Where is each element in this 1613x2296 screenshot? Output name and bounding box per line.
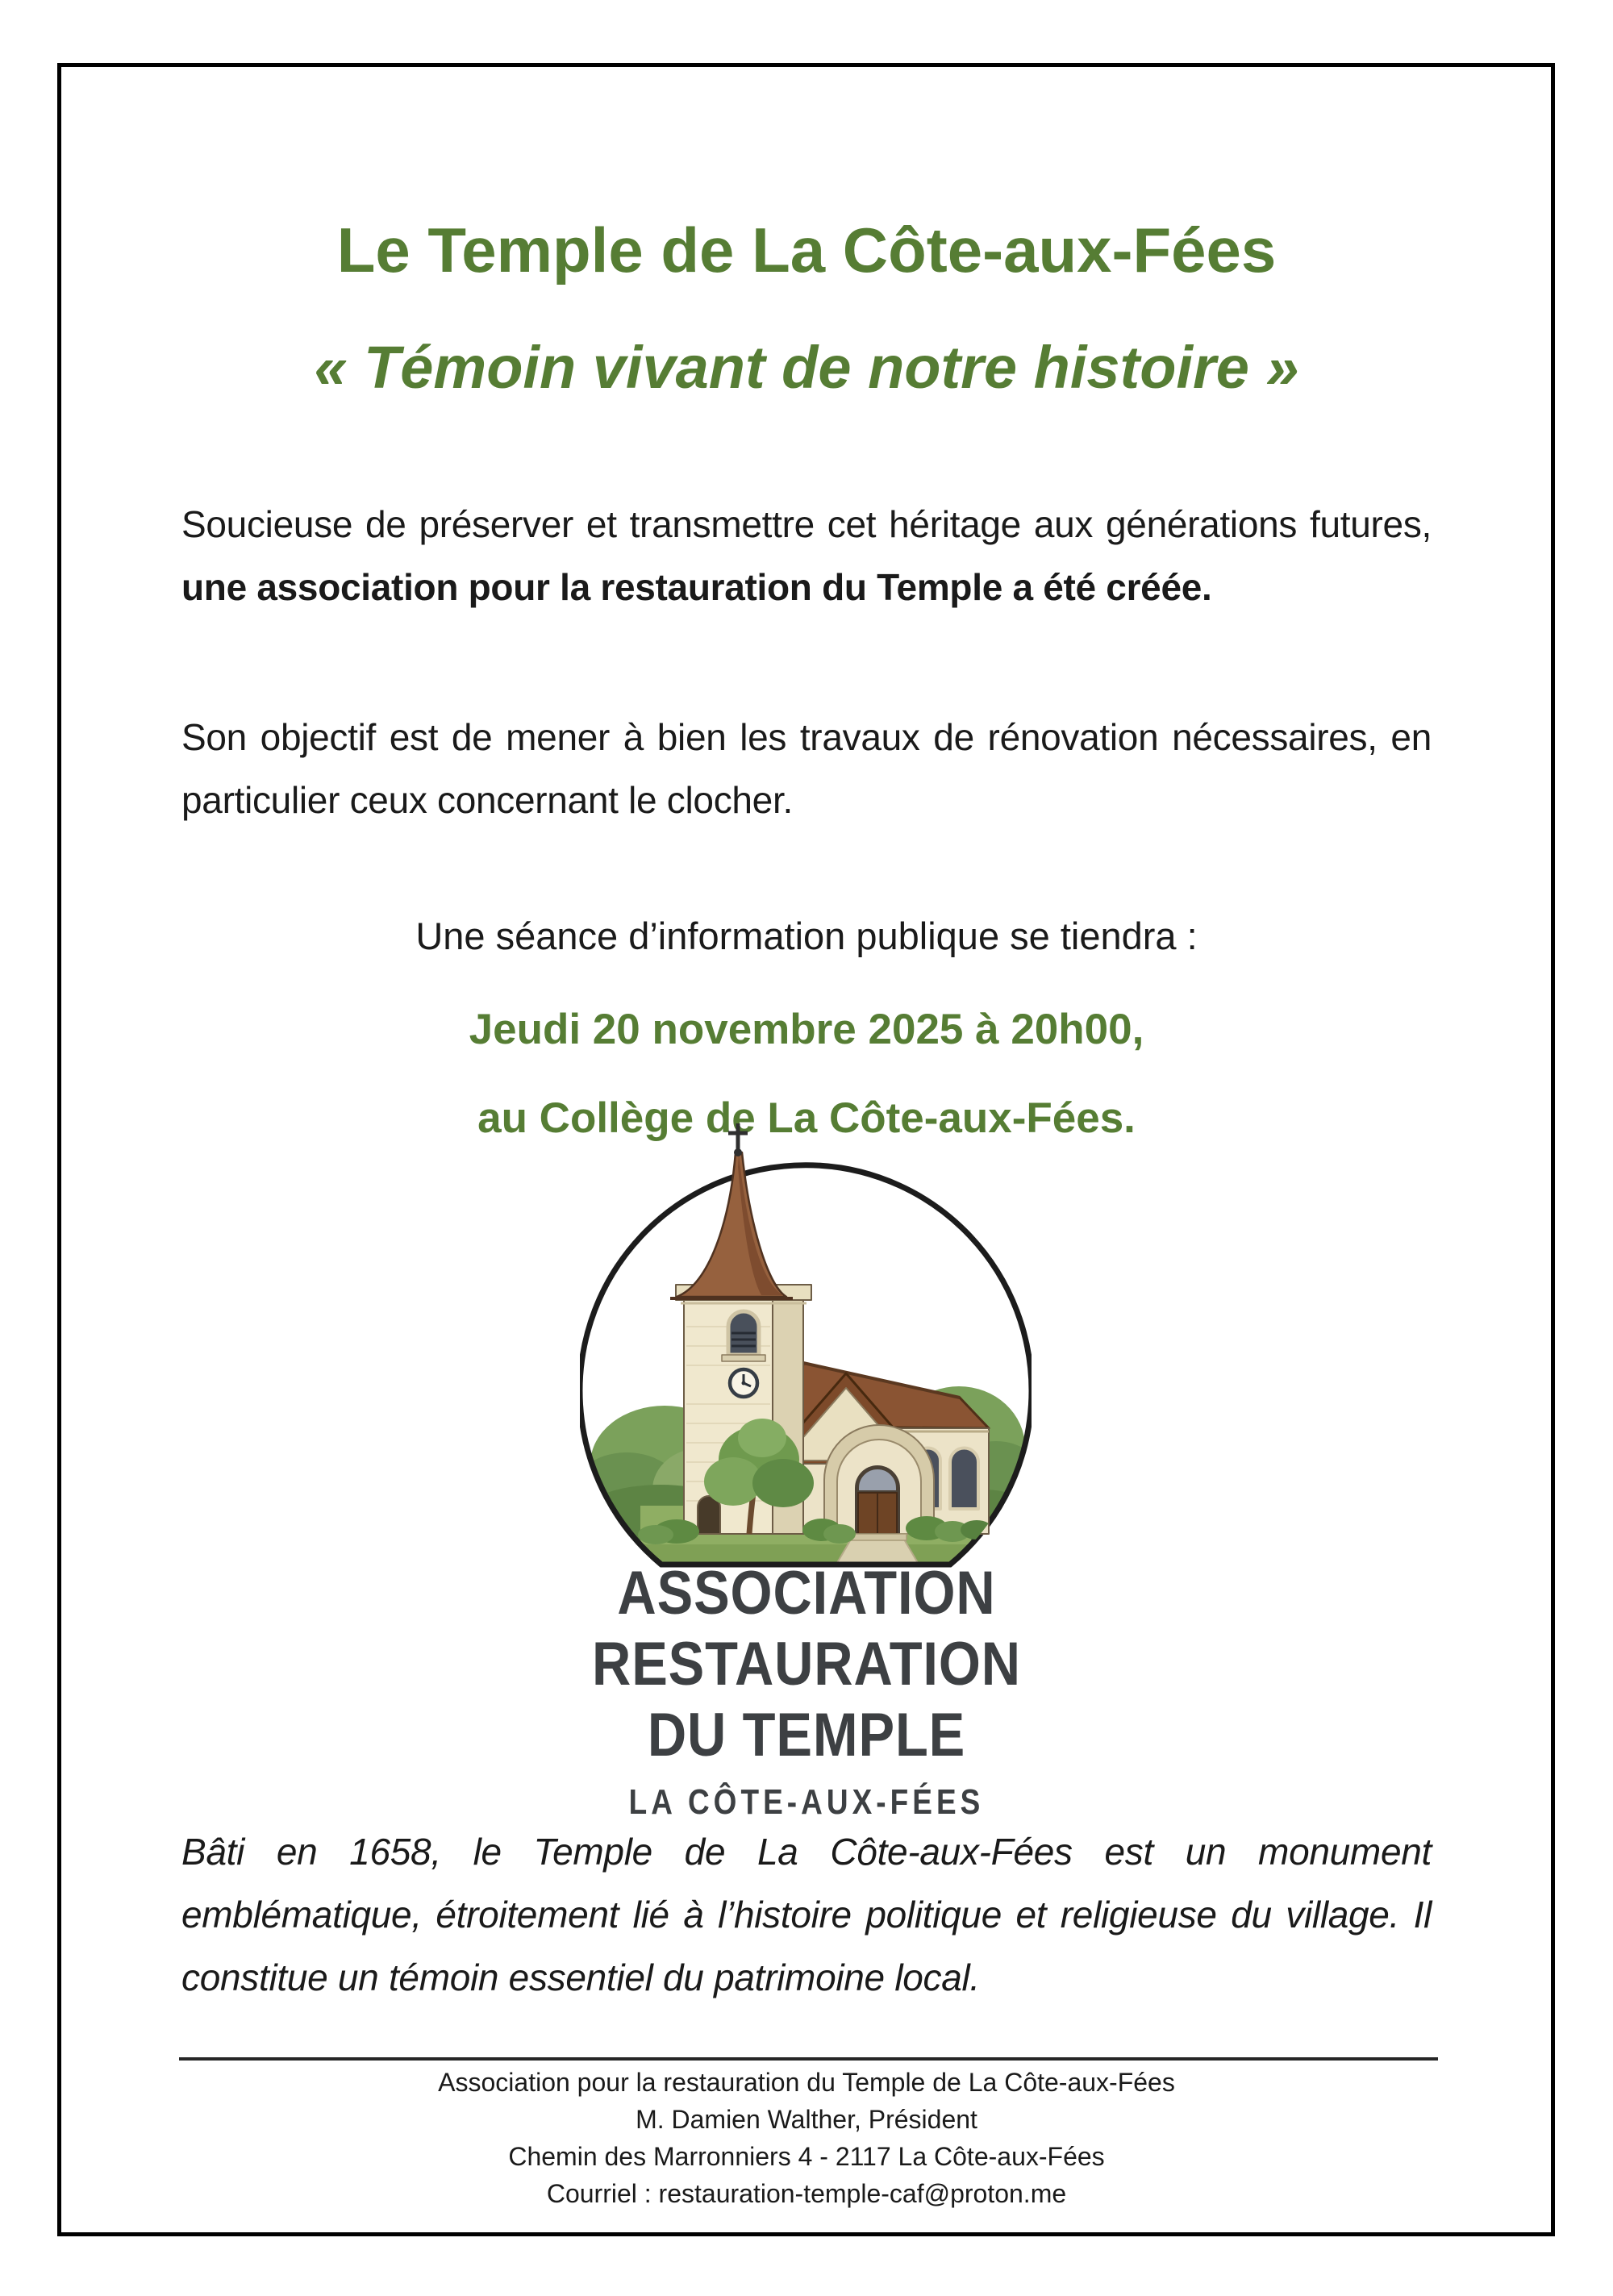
cross-icon	[728, 1123, 748, 1152]
intro-paragraph-1-bold: une association pour la restauration du Temple a été créée.	[181, 566, 1212, 608]
church-logo-illustration	[580, 1101, 1032, 1570]
announcement-line: Une séance d’information publique se tiendra :	[415, 915, 1198, 957]
footer-email: Courriel : restauration-temple-caf@proton.me	[546, 2179, 1067, 2208]
logo-line-la-cote-aux-fees: LA CÔTE-AUX-FÉES	[628, 1782, 985, 1822]
intro-paragraph-1	[181, 493, 1432, 619]
logo-line-association: ASSOCIATION	[617, 1559, 996, 1627]
footer-address: Chemin des Marronniers 4 - 2117 La Côte-aux-Fées	[508, 2142, 1105, 2171]
history-paragraph: Bâti en 1658, le Temple de La Côte-aux-Fées est un monument emblématique, étroitement lié à l’histoire politique et religieuse du village. Il constitue un témoin essentiel du patrimoine local.	[181, 1831, 1432, 1998]
page-subtitle: « Témoin vivant de notre histoire »	[314, 334, 1299, 401]
page-title: Le Temple de La Côte-aux-Fées	[336, 215, 1277, 285]
footer	[181, 2064, 1432, 2212]
footer-divider	[179, 2057, 1438, 2061]
page-border-frame	[57, 63, 1555, 2236]
association-logo-text	[181, 1558, 1432, 1823]
logo-line-restauration: RESTAURATION	[592, 1630, 1021, 1698]
logo-line-du-temple: DU TEMPLE	[647, 1701, 966, 1769]
spire	[677, 1152, 786, 1297]
announcement-location: au Collège de La Côte-aux-Fées.	[477, 1094, 1136, 1142]
intro-paragraph-1-regular: Soucieuse de préserver et transmettre cet héritage aux générations futures,	[181, 503, 1432, 545]
footer-association-name: Association pour la restauration du Temple de La Côte-aux-Fées	[438, 2068, 1175, 2097]
intro-paragraph-2: Son objectif est de mener à bien les travaux de rénovation nécessaires, en particulier ceux concernant le clocher.	[181, 716, 1432, 821]
announcement-date: Jeudi 20 novembre 2025 à 20h00,	[469, 1006, 1144, 1053]
footer-president: M. Damien Walther, Président	[636, 2105, 977, 2134]
